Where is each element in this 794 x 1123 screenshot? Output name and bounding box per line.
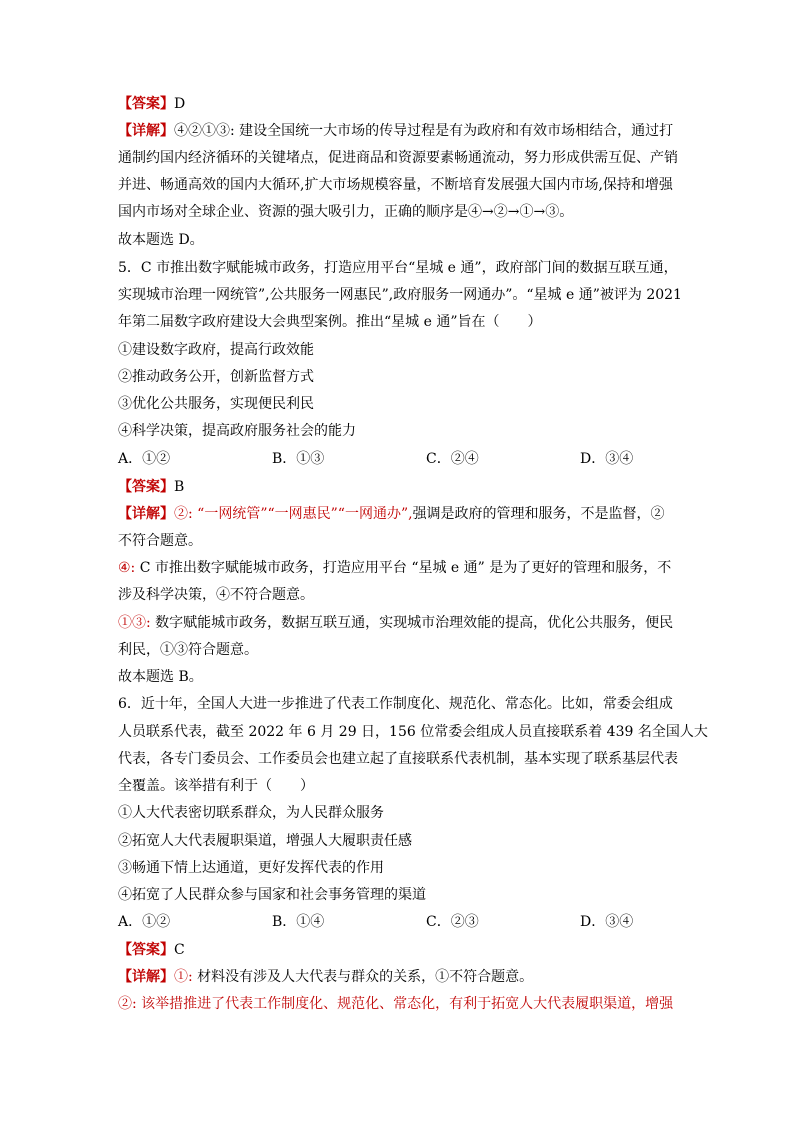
detail-text: 材料没有涉及人大代表与群众的关系，①不符合题意。 — [197, 969, 534, 985]
answer-value: D — [174, 96, 186, 112]
q5-stem-line-1: 5．C 市推出数字赋能城市政务，打造应用平台“星城 e 通”，政府部门间的数据互联互通， — [118, 260, 678, 276]
detail-label: 【详解】 — [118, 506, 174, 522]
detail-text: ④②①③: 建设全国统一大市场的传导过程是有为政府和有效市场相结合，通过打 — [174, 123, 674, 139]
q6-item-1: ①人大代表密切联系群众，为人民群众服务 — [118, 805, 384, 821]
q5-item-1: ①建设数字政府，提高行政效能 — [118, 342, 314, 358]
q6-stem-line-3: 代表，各专门委员会、工作委员会也建立起了直接联系代表机制，基本实现了联系基层代表 — [118, 751, 678, 767]
q6-stem-line-1: 6．近十年，全国人大进一步推进了代表工作制度化、规范化、常态化。比如，常委会组成 — [118, 696, 673, 712]
detail-text: 数字赋能城市政务，数据互联互通，实现城市治理效能的提高，优化公共服务，便民 — [155, 615, 674, 631]
q4-detail-line-2: 通制约国内经济循环的关键堵点，促进商品和资源要素畅通流动，努力形成供需互促、产销 — [118, 150, 678, 166]
q5-detail-line-6: 利民，①③符合题意。 — [118, 642, 258, 658]
q4-answer — [118, 94, 185, 114]
q5-detail-line-5 — [118, 613, 673, 633]
detail-text: C 市推出数字赋能城市政务，打造应用平台 “星城 e 通” 是为了更好的管理和服务，不 — [139, 560, 672, 576]
detail-red-text: ①: — [174, 969, 198, 985]
q6-item-2: ②拓宽人大代表履职渠道，增强人大履职责任感 — [118, 833, 412, 849]
q6-item-3: ③畅通下情上达通道，更好发挥代表的作用 — [118, 860, 384, 876]
q5-item-2: ②推动政务公开，创新监督方式 — [118, 369, 314, 385]
q5-detail-line-3 — [118, 558, 671, 578]
answer-value: B — [174, 479, 185, 495]
q5-detail-line-1 — [118, 504, 665, 524]
answer-label: 【答案】 — [118, 479, 174, 495]
q5-detail-line-2: 不符合题意。 — [118, 533, 202, 549]
q5-option-a: A．①② — [118, 451, 171, 467]
q4-detail-line-1 — [118, 121, 673, 141]
q4-detail-line-3: 并进、畅通高效的国内大循环,扩大市场规模容量，不断培育发展强大国内市场,保持和增强 — [118, 177, 673, 193]
answer-label: 【答案】 — [118, 96, 174, 112]
q5-option-c: C．②④ — [426, 451, 479, 467]
q4-detail-line-4: 国内市场对全球企业、资源的强大吸引力，正确的顺序是④→②→①→③。 — [118, 204, 574, 220]
q6-detail-line-1 — [118, 967, 533, 987]
detail-red-text: ②: “一网统管”“一网惠民”“一网通办”, — [174, 506, 413, 522]
q5-item-4: ④科学决策，提高政府服务社会的能力 — [118, 423, 356, 439]
q6-stem-line-2: 人员联系代表，截至 2022 年 6 月 29 日，156 位常委会组成人员直接联系着 439 名全国人大 — [118, 724, 708, 740]
q6-item-4: ④拓宽了人民群众参与国家和社会事务管理的渠道 — [118, 887, 426, 903]
q6-option-b: B．①④ — [272, 914, 325, 930]
q6-option-a: A．①② — [118, 914, 171, 930]
q5-conclusion: 故本题选 B。 — [118, 669, 203, 685]
detail-text: 强调是政府的管理和服务，不是监督，② — [412, 506, 665, 522]
q5-stem-line-3: 年第二届数字政府建设大会典型案例。推出“星城 e 通”旨在（ ） — [118, 314, 542, 330]
q6-option-d: D．③④ — [580, 914, 634, 930]
answer-label: 【答案】 — [118, 942, 174, 958]
q4-conclusion: 故本题选 D。 — [118, 232, 204, 248]
q5-option-d: D．③④ — [580, 451, 634, 467]
q5-item-3: ③优化公共服务，实现便民利民 — [118, 396, 314, 412]
q5-stem-line-2: 实现城市治理一网统管”,公共服务一网惠民”,政府服务一网通办”。“星城 e 通”被评为 2021 — [118, 287, 682, 303]
q6-stem-line-4: 全覆盖。该举措有利于（ ） — [118, 778, 314, 794]
q5-option-b: B．①③ — [272, 451, 325, 467]
answer-value: C — [174, 942, 185, 958]
q6-option-c: C．②③ — [426, 914, 479, 930]
q5-answer — [118, 477, 184, 497]
q6-answer — [118, 940, 185, 960]
detail-red-text: ④: — [118, 560, 140, 576]
detail-label: 【详解】 — [118, 969, 174, 985]
detail-red-text: ①③: — [118, 615, 156, 631]
q5-detail-line-4: 涉及科学决策，④不符合题意。 — [118, 587, 314, 603]
detail-label: 【详解】 — [118, 123, 174, 139]
q6-detail-line-2: ②: 该举措推进了代表工作制度化、规范化、常态化，有利于拓宽人大代表履职渠道，增强 — [118, 996, 674, 1012]
